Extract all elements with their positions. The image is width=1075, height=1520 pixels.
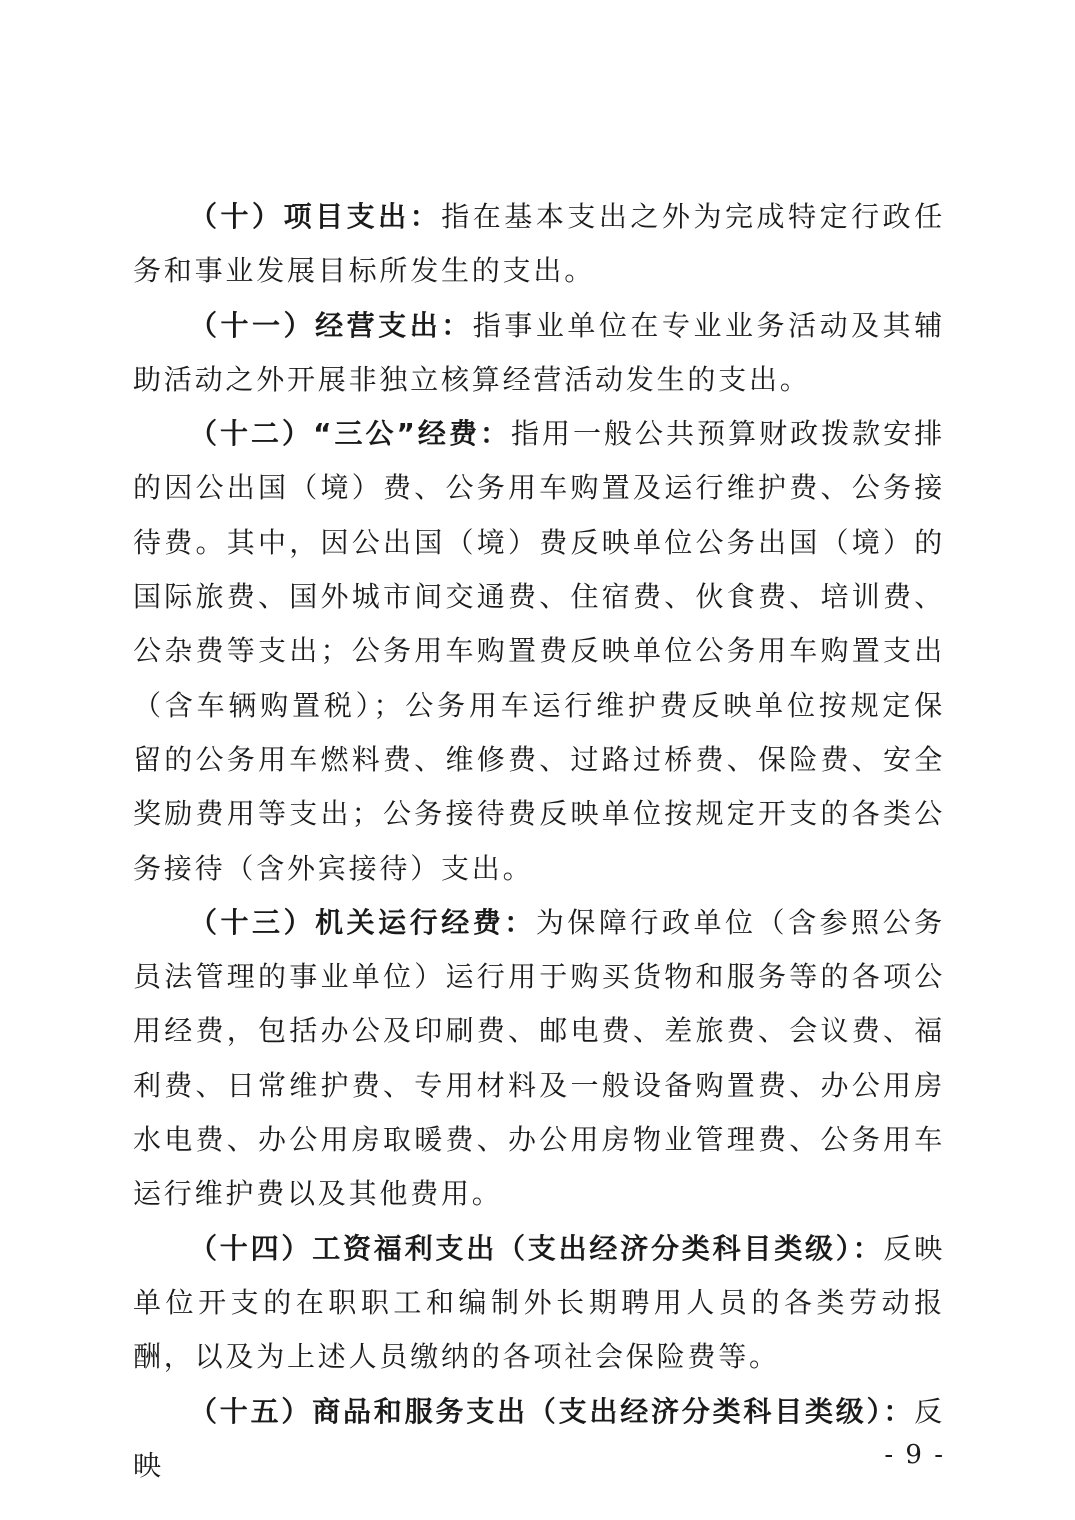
term-goods-services: （十五）商品和服务支出（支出经济分类科目类级）： (189, 1394, 915, 1428)
paragraph-wages-welfare (133, 1222, 945, 1385)
term-three-public-expenses: （十二）“三公”经费： (189, 417, 511, 451)
definition-three-public-expenses: 指用一般公共预算财政拨款安排的因公出国（境）费、公务用车购置及运行维护费、公务接待费。其中，因公出国（境）费反映单位公务出国（境）的国际旅费、国外城市间交通费、住宿费、伙食费、培训费、公杂费等支出；公务用车购置费反映单位公务用车购置支出（含车辆购置税）；公务用车运行维护费反映单位按规定保留的公务用车燃料费、维修费、过路过桥费、保险费、安全奖励费用等支出；公务接待费反映单位按规定开支的各类公务接待（含外宾接待）支出。 (133, 417, 945, 885)
paragraph-project-expenditure (133, 190, 945, 299)
term-agency-operating-funds: （十三）机关运行经费： (189, 905, 536, 939)
paragraph-operating-expenditure (133, 299, 945, 408)
term-operating-expenditure: （十一）经营支出： (189, 308, 473, 342)
definition-operating-expenditure: 指事业单位在专业业务活动及其辅助活动之外开展非独立核算经营活动发生的支出。 (133, 308, 945, 396)
definition-goods-services: 反映 (133, 1394, 946, 1482)
definition-project-expenditure: 指在基本支出之外为完成特定行政任务和事业发展目标所发生的支出。 (133, 200, 945, 288)
paragraph-goods-services (133, 1385, 945, 1494)
definition-wages-welfare: 反映单位开支的在职职工和编制外长期聘用人员的各类劳动报酬，以及为上述人员缴纳的各项社会保险费等。 (133, 1231, 946, 1374)
term-wages-welfare: （十四）工资福利支出（支出经济分类科目类级）： (189, 1231, 884, 1265)
definition-agency-operating-funds: 为保障行政单位（含参照公务员法管理的事业单位）运行用于购买货物和服务等的各项公用经费，包括办公及印刷费、邮电费、差旅费、会议费、福利费、日常维护费、专用材料及一般设备购置费、办公用房水电费、办公用房取暖费、办公用房物业管理费、公务用车运行维护费以及其他费用。 (133, 905, 945, 1211)
document-body (133, 190, 945, 1493)
paragraph-three-public-expenses (133, 407, 945, 896)
page-number: - 9 - (884, 1440, 945, 1470)
paragraph-agency-operating-funds (133, 896, 945, 1222)
term-project-expenditure: （十）项目支出： (189, 200, 442, 233)
